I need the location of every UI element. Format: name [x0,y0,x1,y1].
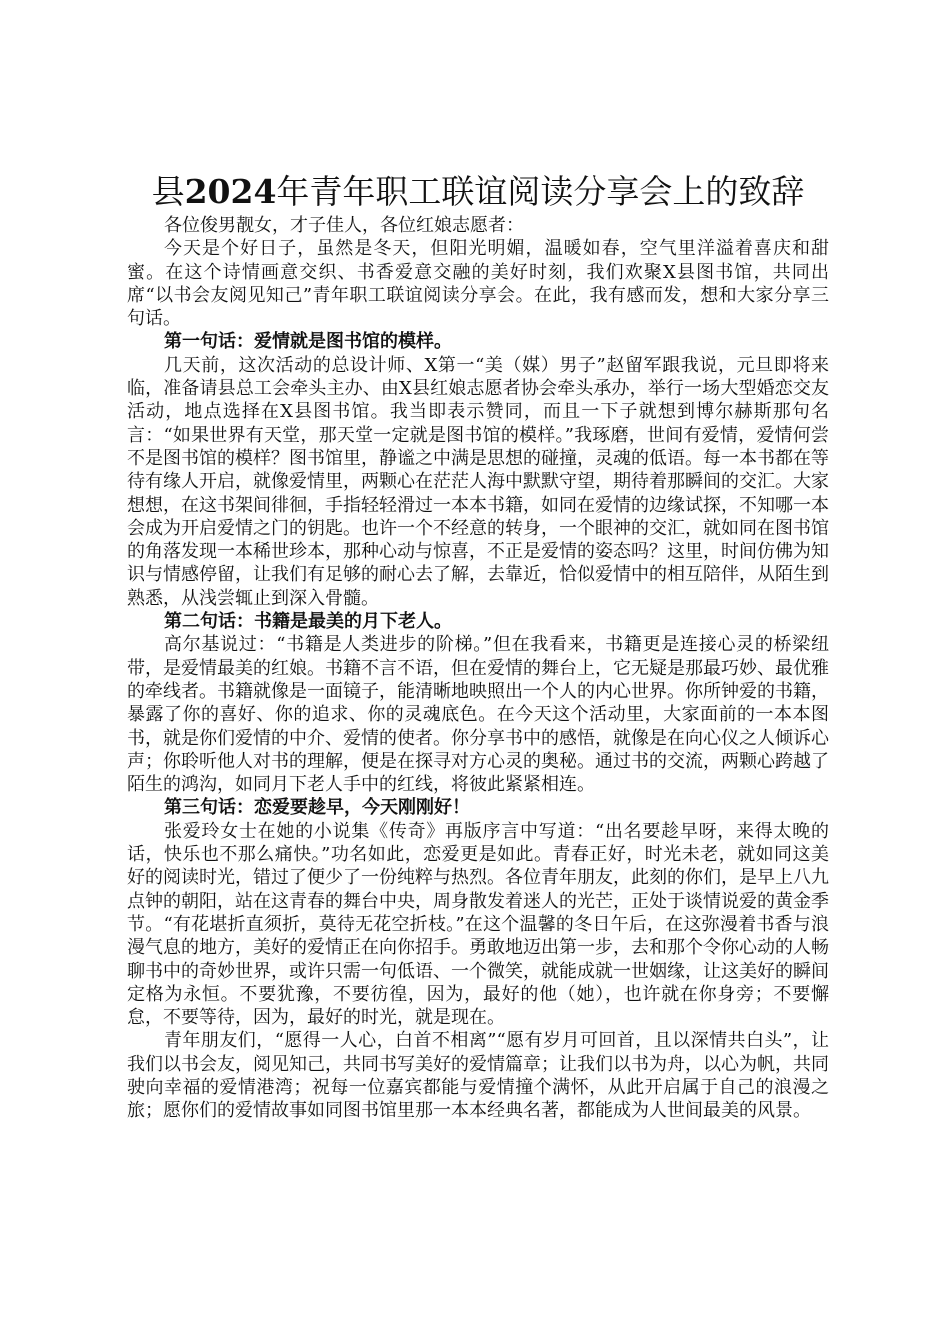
document-title [127,172,829,212]
document-page [127,172,829,1123]
section-body-3: 张爱玲女士在她的小说集《传奇》再版序言中写道：“出名要趁早呀，来得太晚的话，快乐也不那么痛快。”功名如此，恋爱更是如此。青春正好，时光未老，就如同这美好的阅读时光，错过了便少了一份纯粹与热烈。各位青年朋友，此刻的你们，是早上八九点钟的朝阳，站在这青春的舞台中央，周身散发着迷人的光芒，正处于谈情说爱的黄金季节。“有花堪折直须折，莫待无花空折枝。”在这个温馨的冬日午后，在这弥漫着书香与浪漫气息的地方，美好的爱情正在向你招手。勇敢地迈出第一步，去和那个令你心动的人畅聊书中的奇妙世界，或许只需一句低语、一个微笑，就能成就一世姻缘，让这美好的瞬间定格为永恒。不要犹豫，不要彷徨，因为，最好的他（她），也许就在你身旁；不要懈怠，不要等待，因为，最好的时光，就是现在。 [127,820,829,1029]
section-body-2: 高尔基说过：“书籍是人类进步的阶梯。”但在我看来，书籍更是连接心灵的桥梁纽带，是爱情最美的红娘。书籍不言不语，但在爱情的舞台上，它无疑是那最巧妙、最优雅的牵线者。书籍就像是一面镜子，能清晰地映照出一个人的内心世界。你所钟爱的书籍，暴露了你的喜好、你的追求、你的灵魂底色。在今天这个活动里，大家面前的一本本图书，就是你们爱情的中介、爱情的使者。你分享书中的感悟，就像是在向心仪之人倾诉心声；你聆听他人对书的理解，便是在探寻对方心灵的奥秘。通过书的交流，两颗心跨越了陌生的鸿沟，如同月下老人手中的红线，将彼此紧紧相连。 [127,634,829,796]
section-heading-1: 第一句话：爱情就是图书馆的模样。 [164,331,452,353]
title-suffix: 年青年职工联谊阅读分享会上的致辞 [276,172,805,211]
section-heading-3: 第三句话：恋爱要趁早，今天刚刚好！ [164,797,470,819]
title-prefix: 县 [151,172,185,211]
intro-paragraph: 今天是个好日子，虽然是冬天，但阳光明媚，温暖如春，空气里洋溢着喜庆和甜蜜。在这个诗情画意交织、书香爱意交融的美好时刻，我们欢聚X县图书馆，共同出席“以书会友阅见知己”青年职工联谊阅读分享会。在此，我有感而发，想和大家分享三句话。 [127,238,829,330]
section-body-1: 几天前，这次活动的总设计师、X第一“美（媒）男子”赵留军跟我说，元旦即将来临，准备请县总工会牵头主办、由X县红娘志愿者协会牵头承办，举行一场大型婚恋交友活动，地点选择在X县图书馆。我当即表示赞同，而且一下子就想到博尔赫斯那句名言：“如果世界有天堂，那天堂一定就是图书馆的模样。”我琢磨，世间有爱情，爱情何尝不是图书馆的模样？图书馆里，静谧之中满是思想的碰撞，灵魂的低语。每一本书都在等待有缘人开启，就像爱情里，两颗心在茫茫人海中默默守望，期待着那瞬间的交汇。大家想想，在这书架间徘徊，手指轻轻滑过一本本书籍，如同在爱情的边缘试探，不知哪一本会成为开启爱情之门的钥匙。也许一个不经意的转身，一个眼神的交汇，就如同在图书馆的角落发现一本稀世珍本，那种心动与惊喜，不正是爱情的姿态吗？这里，时间仿佛为知识与情感停留，让我们有足够的耐心去了解，去靠近，恰似爱情中的相互陪伴，从陌生到熟悉，从浅尝辄止到深入骨髓。 [127,354,829,609]
salutation: 各位俊男靓女，才子佳人，各位红娘志愿者： [164,215,524,236]
title-year: 2024 [184,172,277,211]
section-heading-2: 第二句话：书籍是最美的月下老人。 [164,611,452,633]
closing-paragraph: 青年朋友们，“愿得一人心，白首不相离”“愿有岁月可回首，且以深情共白头”，让我们以书会友，阅见知己，共同书写美好的爱情篇章；让我们以书为舟，以心为帆，共同驶向幸福的爱情港湾；祝每一位嘉宾都能与爱情撞个满怀，从此开启属于自己的浪漫之旅；愿你们的爱情故事如同图书馆里那一本本经典名著，都能成为人世间最美的风景。 [127,1030,829,1122]
